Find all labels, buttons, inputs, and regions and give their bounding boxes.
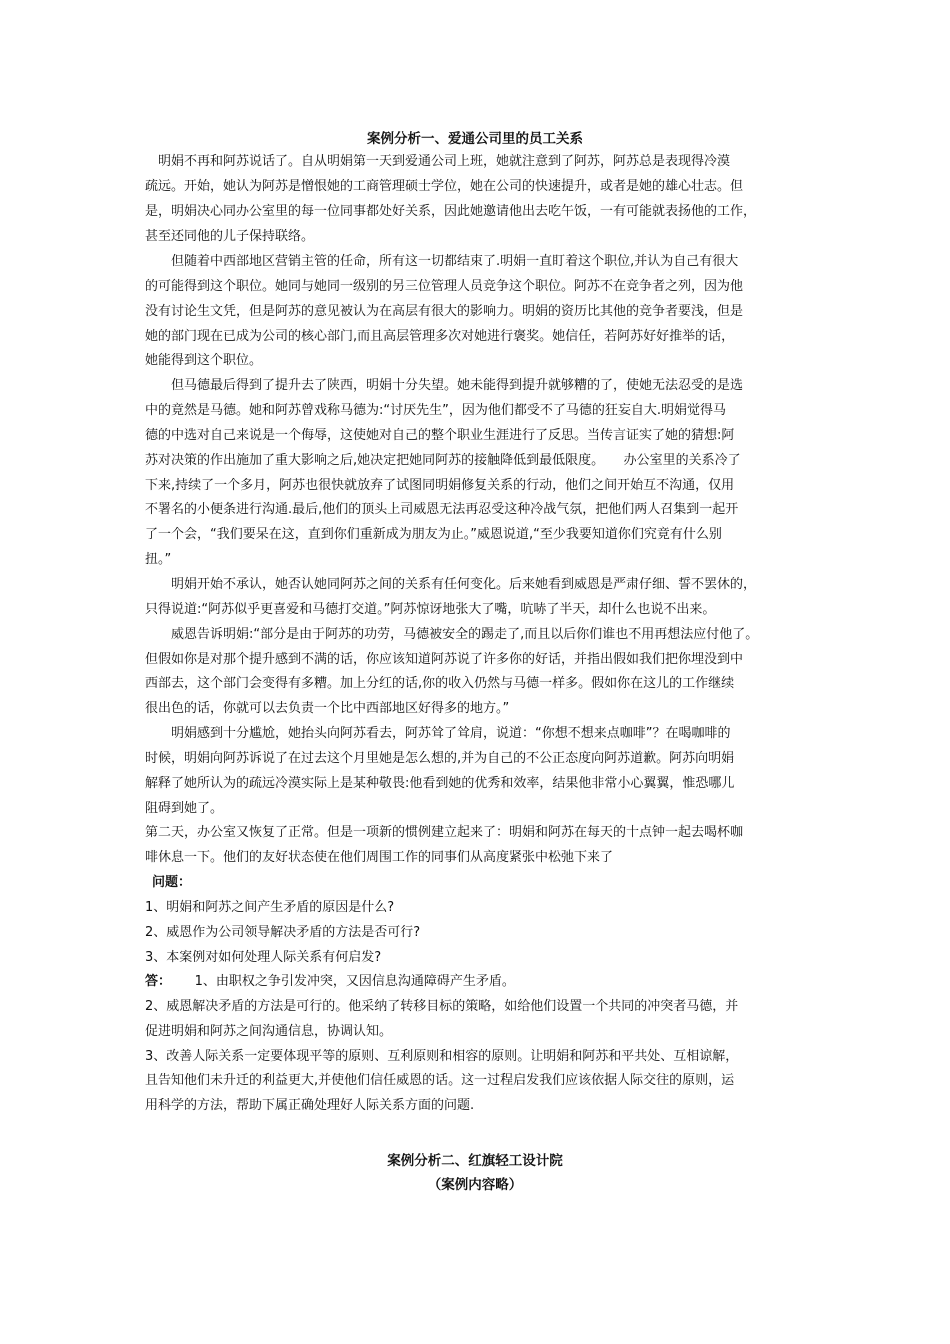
body-line: 她能得到这个职位。: [145, 353, 263, 368]
answer-line: 促进明娟和阿苏之间沟通信息，协调认知。: [145, 1024, 393, 1039]
body-line: 德的中选对自己来说是一个侮辱，这使她对自己的整个职业生涯进行了反思。当传言证实了她的猜想:阿: [145, 428, 735, 443]
body-line: 但马德最后得到了提升去了陕西，明娟十分失望。她未能得到提升就够糟的了，使她无法忍受的是选: [145, 378, 744, 393]
body-line: 明娟感到十分尴尬，她抬头向阿苏看去，阿苏耸了耸肩，说道：“你想不想来点咖啡”？在喝咖啡的: [145, 726, 731, 741]
body-line: 是，明娟决心同办公室里的每一位同事都处好关系，因此她邀请他出去吃午饭，一有可能就表扬他的工作，: [145, 204, 757, 219]
body-line: 疏远。开始，她认为阿苏是憎恨她的工商管理硕士学位，她在公司的快速提升，或者是她的雄心壮志。但: [145, 179, 744, 194]
body-line: 明娟不再和阿苏说话了。自从明娟第一天到爱通公司上班，她就注意到了阿苏，阿苏总是表现得冷漠: [145, 154, 731, 169]
answer-line: 用科学的方法，帮助下属正确处理好人际关系方面的问题.: [145, 1098, 475, 1113]
answer-first-line: [145, 972, 515, 992]
answer-line: 且告知他们未升迁的利益更大,并使他们信任威恩的话。这一过程启发我们应该依据人际交往的原则，运: [145, 1073, 735, 1088]
body-line: 啡休息一下。他们的友好状态使在他们周围工作的同事们从高度紧张中松弛下来了: [145, 850, 614, 865]
body-line: 明娟开始不承认，她否认她同阿苏之间的关系有任何变化。后来她看到威恩是严肃仔细、誓不罢休的，: [145, 577, 757, 592]
body-line: 第二天，办公室又恢复了正常。但是一项新的惯例建立起来了：明娟和阿苏在每天的十点钟一起去喝杯咖: [145, 825, 744, 840]
case2-subtitle: （案例内容略）: [427, 1177, 523, 1193]
body-line: 甚至还同他的儿子保持联络。: [145, 229, 315, 244]
question-item: 3、本案例对如何处理人际关系有何启发?: [145, 950, 382, 965]
body-line: 不署名的小便条进行沟通.最后,他们的顶头上司威恩无法再忍受这种冷战气氛，把他们两人召集到一起开: [145, 502, 739, 517]
question-item: 2、威恩作为公司领导解决矛盾的方法是否可行?: [145, 925, 421, 940]
body-line: 威恩告诉明娟:“部分是由于阿苏的功劳，马德被安全的踢走了,而且以后你们谁也不用再想法应付他了。: [145, 627, 759, 642]
body-line: 解释了她所认为的疏远冷漠实际上是某种敬畏:他看到她的优秀和效率，结果他非常小心翼翼，惟恐哪儿: [145, 776, 735, 791]
body-line: 只得说道:“阿苏似乎更喜爱和马德打交道。”阿苏惊讶地张大了嘴，吭哧了半天，却什么也说不出来。: [145, 602, 716, 617]
body-line: 时候，明娟向阿苏诉说了在过去这个月里她是怎么想的,并为自己的不公正态度向阿苏道歉。阿苏向明娟: [145, 751, 735, 766]
body-line: 但假如你是对那个提升感到不满的话，你应该知道阿苏说了许多你的好话，并指出假如我们把你埋没到中: [145, 652, 744, 667]
body-line: 很出色的话，你就可以去负责一个比中西部地区好得多的地方。”: [145, 701, 510, 716]
body-line: 中的竟然是马德。她和阿苏曾戏称马德为:“讨厌先生”，因为他们都受不了马德的狂妄自大.明娟觉得马: [145, 403, 726, 418]
body-line: 下来,持续了一个多月，阿苏也很快就放弃了试图同明娟修复关系的行动，他们之间开始互不沟通，仅用: [145, 478, 735, 493]
body-line: 的可能得到这个职位。她同与她同一级别的另三位管理人员竞争这个职位。阿苏不在竞争者之列，因为他: [145, 279, 744, 294]
body-line: 但随着中西部地区营销主管的任命，所有这一切都结束了.明娟一直盯着这个职位,并认为自己有很大: [145, 254, 739, 269]
answer-label: 答：: [145, 974, 165, 989]
questions-label: 问题：: [152, 875, 192, 890]
body-line: 西部去，这个部门会变得有多糟。加上分红的话,你的收入仍然与马德一样多。假如你在这儿的工作继续: [145, 676, 735, 691]
question-item: 1、明娟和阿苏之间产生矛盾的原因是什么?: [145, 900, 395, 915]
body-line: 没有讨论生文凭，但是阿苏的意见被认为在高层有很大的影响力。明娟的资历比其他的竞争者要浅，但是: [145, 304, 744, 319]
body-line: 她的部门现在已成为公司的核心部门,而且高层管理多次对她进行褒奖。她信任，若阿苏好好推举的话，: [145, 329, 735, 344]
answer-line: 3、改善人际关系一定要体现平等的原则、互利原则和相容的原则。让明娟和阿苏和平共处、互相谅解，: [145, 1049, 739, 1064]
case2-title: 案例分析二、红旗轻工设计院: [387, 1153, 563, 1169]
answer-line: 2、威恩解决矛盾的方法是可行的。他采纳了转移目标的策略，如给他们设置一个共同的冲突者马德，并: [145, 999, 739, 1014]
body-line: 阻碍到她了。: [145, 801, 224, 816]
body-line: 了一个会，“我们要呆在这，直到你们重新成为朋友为止。”威恩说道,“至少我要知道你们究竟有什么别: [145, 527, 722, 542]
body-line: 苏对决策的作出施加了重大影响之后,她决定把她同阿苏的接触降低到最低限度。 办公室里的关系冷了: [145, 453, 741, 468]
case1-title: 案例分析一、爱通公司里的员工关系: [367, 131, 583, 147]
answer-item: 1、由职权之争引发冲突，又因信息沟通障碍产生矛盾。: [164, 974, 515, 989]
body-line: 扭。”: [145, 552, 172, 567]
